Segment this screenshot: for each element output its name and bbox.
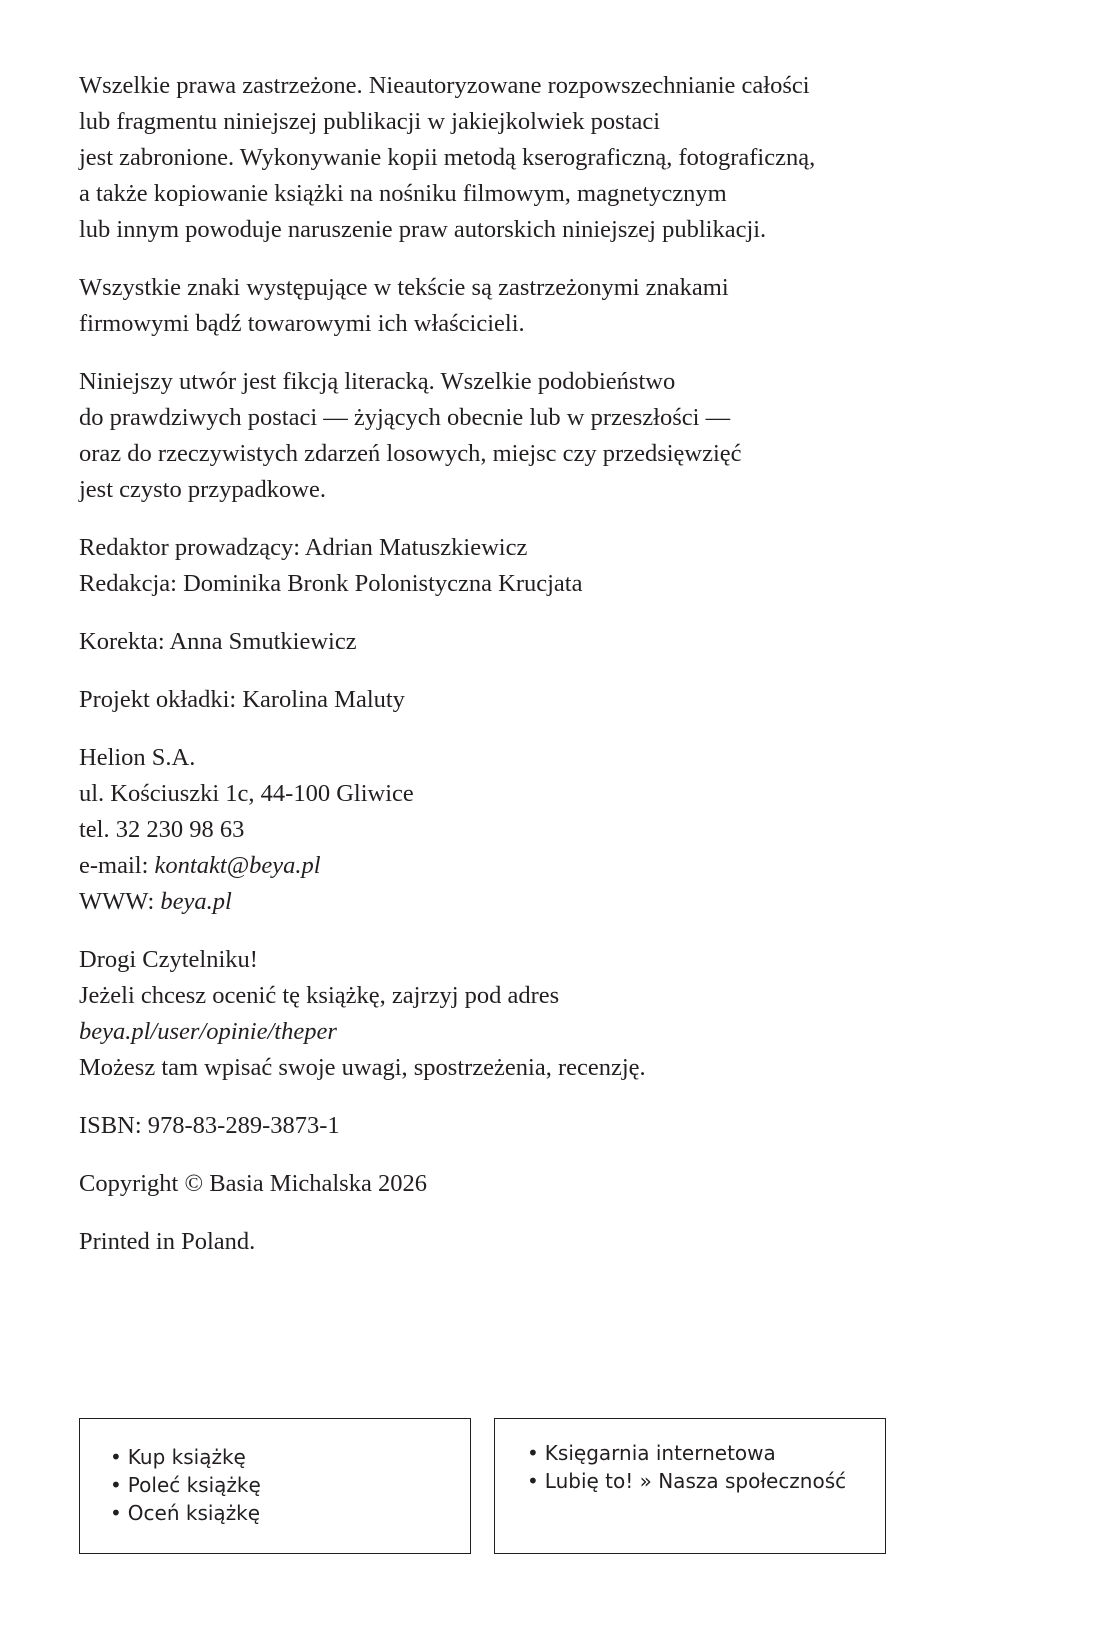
fiction-line: oraz do rzeczywistych zdarzeń losowych, miejsc czy przedsięwzięć — [79, 440, 742, 467]
fiction-line: Niniejszy utwór jest fikcją literacką. Wszelkie podobieństwo — [79, 368, 676, 395]
imprint-page — [79, 68, 1029, 1260]
copyright: Copyright © Basia Michalska 2026 — [79, 1170, 427, 1197]
recommend-book-link[interactable] — [110, 1471, 470, 1499]
community-link[interactable] — [527, 1467, 885, 1495]
isbn-block — [79, 1108, 1029, 1144]
rate-book-link[interactable] — [110, 1499, 470, 1527]
bullet: • — [527, 1441, 539, 1465]
publisher-info — [79, 740, 1029, 920]
fiction-line: jest czysto przypadkowe. — [79, 476, 326, 503]
buy-book-label: Kup książkę — [127, 1445, 246, 1469]
online-bookstore-label: Księgarnia internetowa — [544, 1441, 776, 1465]
link-boxes — [79, 1418, 887, 1556]
publisher-address: ul. Kościuszki 1c, 44-100 Gliwice — [79, 780, 414, 807]
publisher-name: Helion S.A. — [79, 744, 196, 771]
reader-invite: Jeżeli chcesz ocenić tę książkę, zajrzyj pod adres — [79, 982, 560, 1009]
publisher-www — [79, 884, 1029, 920]
printed-in: Printed in Poland. — [79, 1228, 256, 1255]
proofreading: Korekta: Anna Smutkiewicz — [79, 628, 357, 655]
trademarks-notice — [79, 270, 1029, 342]
trademarks-line: firmowymi bądź towarowymi ich właścicieli. — [79, 310, 525, 337]
lead-editor: Redaktor prowadzący: Adrian Matuszkiewicz — [79, 534, 528, 561]
bullet: • — [527, 1469, 539, 1493]
copyright-block — [79, 1166, 1029, 1202]
bullet: • — [110, 1473, 122, 1497]
online-bookstore-link[interactable] — [527, 1439, 885, 1467]
fiction-notice — [79, 364, 1029, 508]
book-actions-box — [79, 1418, 471, 1554]
rights-notice — [79, 68, 1029, 248]
rights-line: a także kopiowanie książki na nośniku filmowym, magnetycznym — [79, 180, 727, 207]
buy-book-link[interactable] — [110, 1443, 470, 1471]
publisher-phone: tel. 32 230 98 63 — [79, 816, 245, 843]
opinion-url-link[interactable]: beya.pl/user/opinie/theper — [79, 1018, 337, 1045]
bullet: • — [110, 1445, 122, 1469]
bullet: • — [110, 1501, 122, 1525]
email-label: e-mail: — [79, 852, 155, 879]
rights-line: lub innym powoduje naruszenie praw autorskich niniejszej publikacji. — [79, 216, 767, 243]
www-link[interactable]: beya.pl — [160, 888, 232, 915]
reader-note-text: Możesz tam wpisać swoje uwagi, spostrzeżenia, recenzję. — [79, 1054, 646, 1081]
cover-credit — [79, 682, 1029, 718]
rate-book-label: Oceń książkę — [127, 1501, 261, 1525]
rights-line: lub fragmentu niniejszej publikacji w jakiejkolwiek postaci — [79, 108, 661, 135]
rights-line: jest zabronione. Wykonywanie kopii metodą kserograficzną, fotograficzną, — [79, 144, 816, 171]
isbn: ISBN: 978-83-289-3873-1 — [79, 1112, 340, 1139]
rights-line: Wszelkie prawa zastrzeżone. Nieautoryzowane rozpowszechnianie całości — [79, 72, 810, 99]
trademarks-line: Wszystkie znaki występujące w tekście są zastrzeżonymi znakami — [79, 274, 729, 301]
fiction-line: do prawdziwych postaci — żyjących obecnie lub w przeszłości — — [79, 404, 731, 431]
editors-credits — [79, 530, 1029, 602]
email-link[interactable]: kontakt@beya.pl — [154, 852, 321, 879]
printed-block — [79, 1224, 1029, 1260]
reader-note — [79, 942, 1029, 1086]
community-label: Lubię to! » Nasza społeczność — [544, 1469, 847, 1493]
publisher-email — [79, 848, 1029, 884]
reader-greeting: Drogi Czytelniku! — [79, 946, 258, 973]
proofreading-credit — [79, 624, 1029, 660]
cover-design: Projekt okładki: Karolina Maluty — [79, 686, 405, 713]
store-links-box — [494, 1418, 886, 1554]
recommend-book-label: Poleć książkę — [127, 1473, 261, 1497]
www-label: WWW: — [79, 888, 161, 915]
editing: Redakcja: Dominika Bronk Polonistyczna Krucjata — [79, 570, 583, 597]
